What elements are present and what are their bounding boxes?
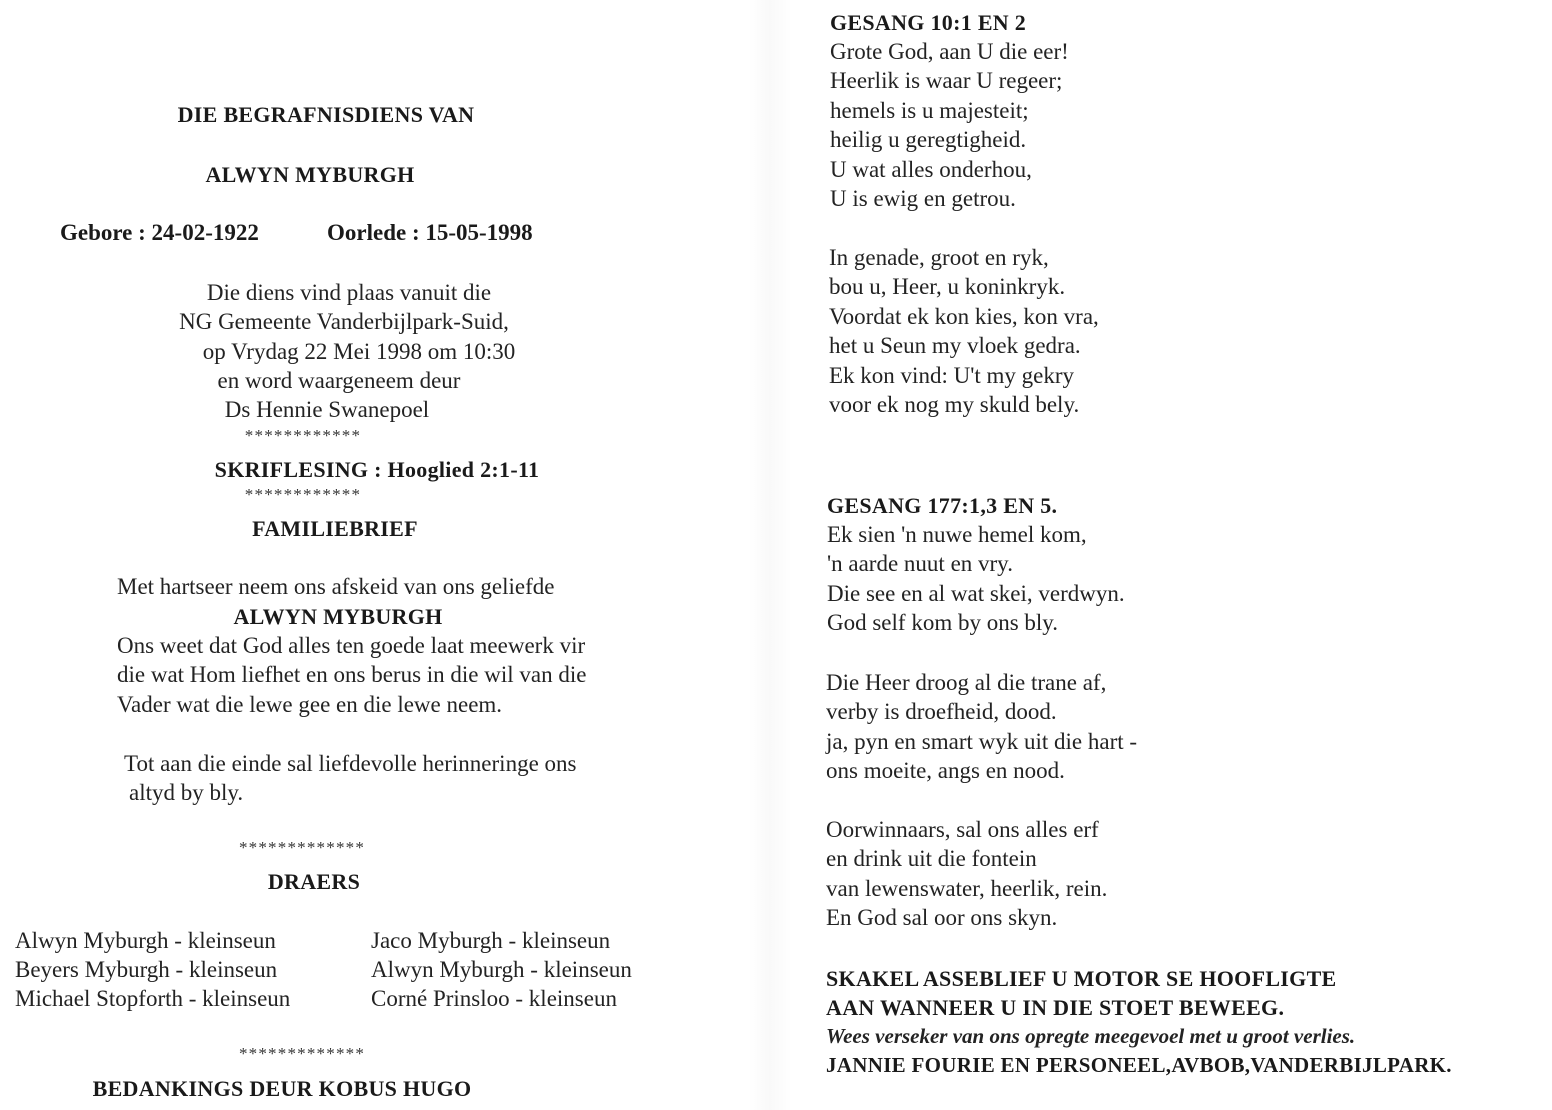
family-letter-line-2: die wat Hom liefhet en ons berus in die wil van die [117,662,587,687]
family-letter-line-3: Vader wat die lewe gee en die lewe neem. [117,692,503,717]
separator-stars-1: ************ [244,426,362,445]
bearer-right-2: Alwyn Myburgh - kleinseun [371,957,632,982]
family-letter-intro: Met hartseer neem ons afskeid van ons geliefde [117,574,555,599]
scripture-reading: SKRIFLESING : Hooglied 2:1-11 [214,457,540,482]
hymn-1-verse-1-line-2: Heerlik is waar U regeer; [830,68,1063,93]
hymn-1-verse-1-line-1: Grote God, aan U die eer! [830,39,1069,64]
family-letter-closing-1: Tot aan die einde sal liefdevolle herinneringe ons [124,751,577,776]
family-letter-name: ALWYN MYBURGH [233,604,443,629]
page-fold-shadow [748,0,792,1110]
bearer-left-2: Beyers Myburgh - kleinseun [15,957,278,982]
hymn-1-verse-2-line-5: Ek kon vind: U't my gekry [829,363,1074,388]
death-date: Oorlede : 15-05-1998 [327,220,533,245]
hymn-1-verse-2-line-6: voor ek nog my skuld bely. [829,392,1080,417]
hymn-2-verse-3-line-3: van lewenswater, heerlik, rein. [826,876,1108,901]
service-line-4: en word waargeneem deur [217,368,461,393]
hymn-1-verse-2-line-1: In genade, groot en ryk, [829,245,1049,270]
thanks-line: BEDANKINGS DEUR KOBUS HUGO [92,1076,472,1101]
hymn-2-verse-2-line-2: verby is droefheid, dood. [826,699,1057,724]
family-letter-closing-2: altyd by bly. [129,780,244,805]
hymn-2-verse-1-line-4: God self kom by ons bly. [827,610,1059,635]
bearer-right-3: Corné Prinsloo - kleinseun [371,986,617,1011]
hymn-1-verse-1-line-6: U is ewig en getrou. [830,186,1016,211]
hymn-1-verse-2-line-3: Voordat ek kon kies, kon vra, [829,304,1099,329]
hymn-1-verse-2-line-4: het u Seun my vloek gedra. [829,333,1081,358]
headlights-notice-line-2: AAN WANNEER U IN DIE STOET BEWEEG. [826,995,1285,1020]
deceased-name: ALWYN MYBURGH [205,162,415,187]
hymn-1-heading: GESANG 10:1 EN 2 [830,10,1027,35]
service-line-1: Die diens vind plaas vanuit die [206,280,492,305]
hymn-2-verse-3-line-4: En God sal oor ons skyn. [826,905,1058,930]
hymn-1-verse-1-line-3: hemels is u majesteit; [830,98,1029,123]
undertaker-credit: JANNIE FOURIE EN PERSONEEL,AVBOB,VANDERBIJLPARK. [826,1053,1452,1077]
hymn-2-verse-1-line-3: Die see en al wat skei, verdwyn. [827,581,1125,606]
condolence-message: Wees verseker van ons opregte meegevoel met u groot verlies. [826,1024,1356,1048]
bearer-left-3: Michael Stopforth - kleinseun [15,986,291,1011]
separator-stars-2: ************ [244,485,362,504]
hymn-1-verse-1-line-5: U wat alles onderhou, [830,157,1032,182]
headlights-notice-line-1: SKAKEL ASSEBLIEF U MOTOR SE HOOFLIGTE [826,966,1337,991]
bearer-right-1: Jaco Myburgh - kleinseun [371,928,611,953]
hymn-2-heading: GESANG 177:1,3 EN 5. [827,493,1058,518]
hymn-2-verse-1-line-1: Ek sien 'n nuwe hemel kom, [827,522,1087,547]
hymn-2-verse-3-line-2: en drink uit die fontein [826,846,1037,871]
family-letter-heading: FAMILIEBRIEF [252,516,418,541]
hymn-2-verse-2-line-1: Die Heer droog al die trane af, [826,670,1107,695]
birth-date: Gebore : 24-02-1922 [60,220,259,245]
hymn-2-verse-2-line-4: ons moeite, angs en nood. [826,758,1065,783]
hymn-2-verse-3-line-1: Oorwinnaars, sal ons alles erf [826,817,1099,842]
bearers-heading: DRAERS [267,869,361,894]
service-line-3: op Vrydag 22 Mei 1998 om 10:30 [202,339,516,364]
hymn-1-verse-1-line-4: heilig u geregtigheid. [830,127,1027,152]
service-title: DIE BEGRAFNISDIENS VAN [177,102,475,127]
separator-stars-4: ************* [238,1044,366,1063]
separator-stars-3: ************* [238,838,366,857]
bearer-left-1: Alwyn Myburgh - kleinseun [15,928,276,953]
hymn-2-verse-1-line-2: 'n aarde nuut en vry. [827,551,1013,576]
hymn-2-verse-2-line-3: ja, pyn en smart wyk uit die hart - [826,729,1138,754]
service-line-5: Ds Hennie Swanepoel [224,397,430,422]
family-letter-line-1: Ons weet dat God alles ten goede laat meewerk vir [117,633,586,658]
service-line-2: NG Gemeente Vanderbijlpark-Suid, [179,309,509,334]
hymn-1-verse-2-line-2: bou u, Heer, u koninkryk. [829,274,1066,299]
